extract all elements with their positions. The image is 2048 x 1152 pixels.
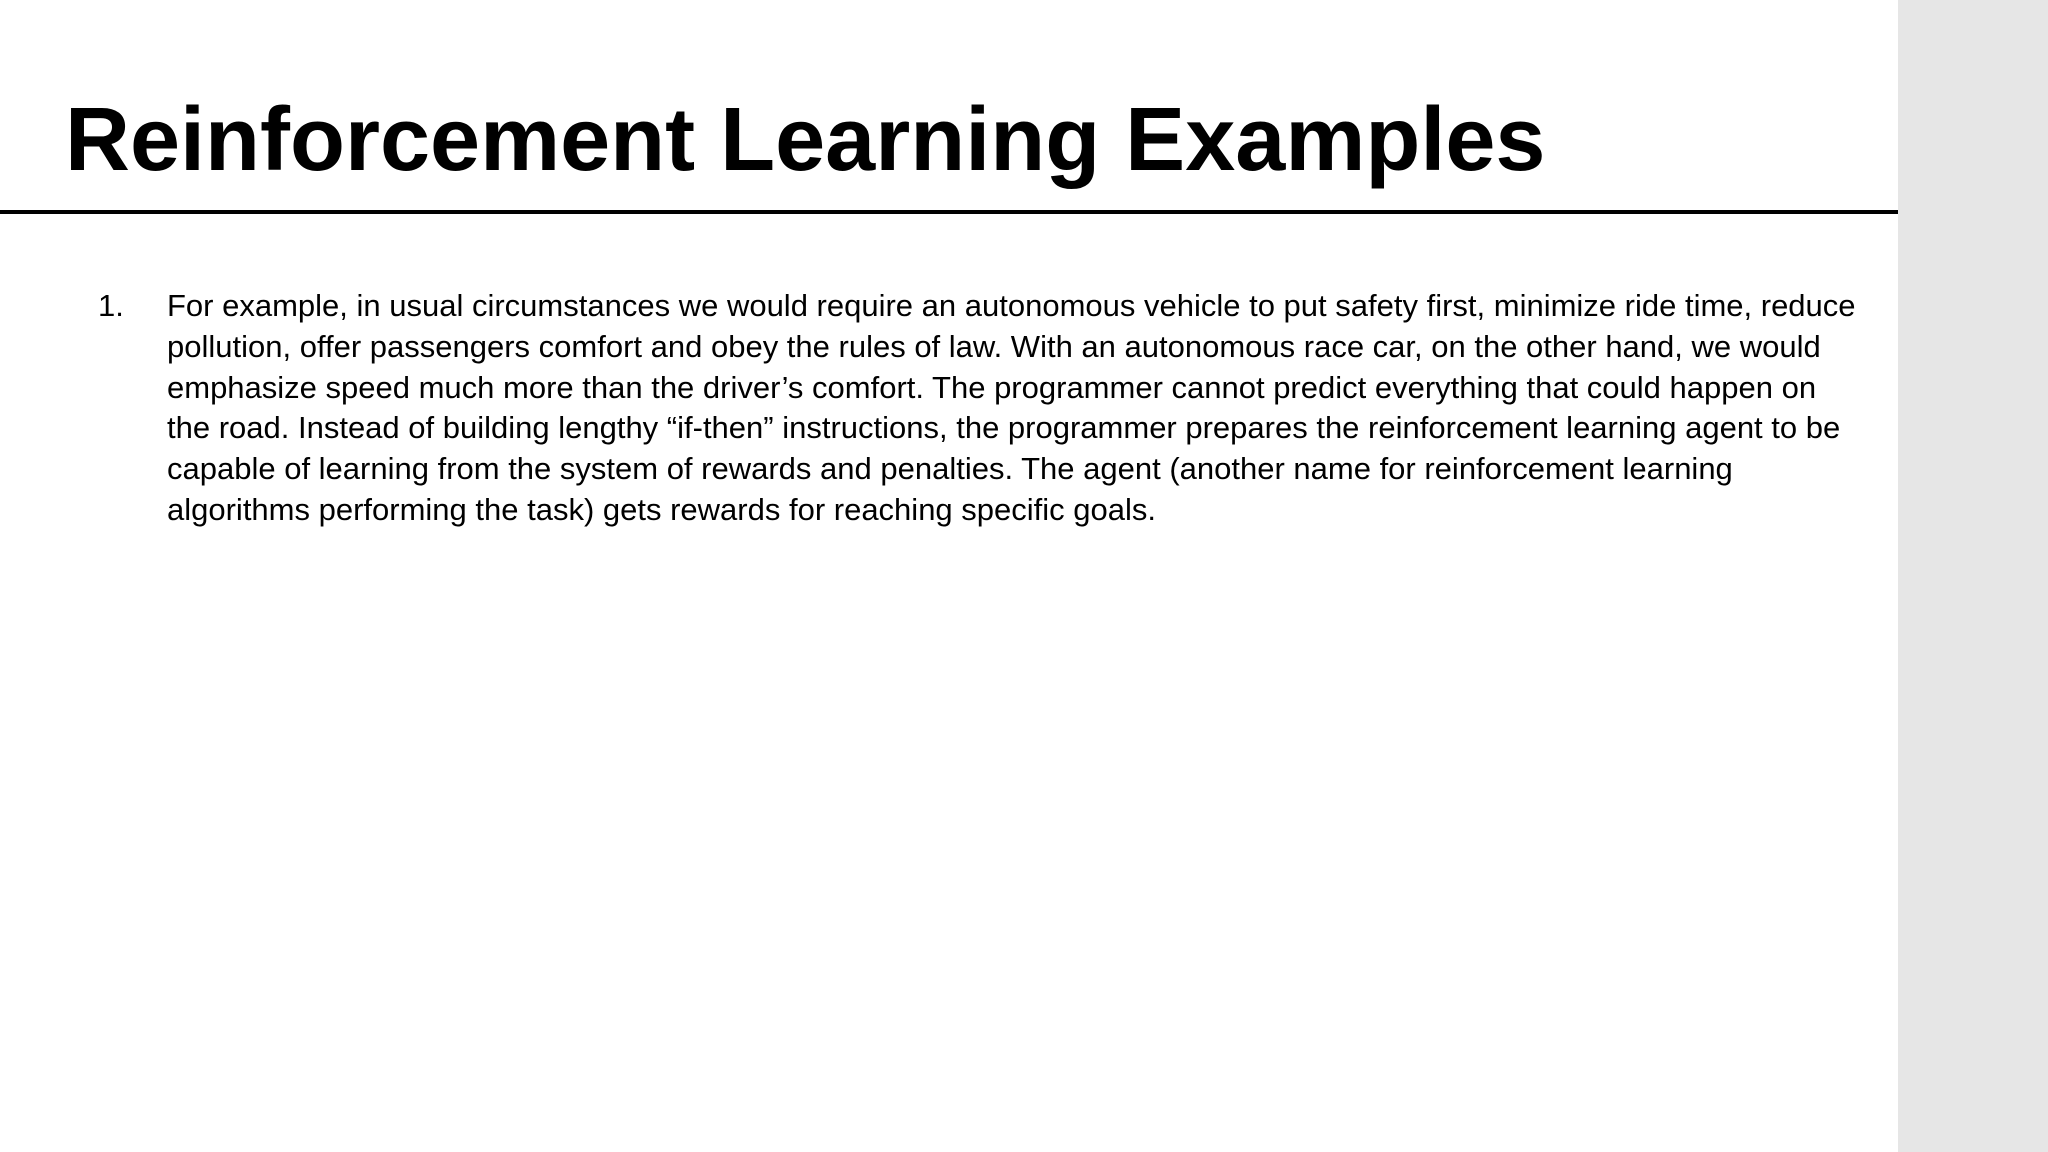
list-item — [98, 286, 1858, 531]
list-item-number: 1. — [98, 288, 124, 323]
slide-title: Reinforcement Learning Examples — [65, 90, 1546, 190]
title-divider — [0, 210, 2048, 214]
side-panel — [1898, 0, 2048, 1152]
numbered-list — [98, 286, 1858, 531]
list-item-text: For example, in usual circumstances we would require an autonomous vehicle to put safety first, minimize ride time, reduce pollution, offer passengers comfort and obey the rules of law. With an autonomous race car, on the other hand, we would emphasize speed much more than the driver’s comfort. The programmer cannot predict everything that could happen on the road. Instead of building lengthy “if-then” instructions, the programmer prepares the reinforcement learning agent to be capable of learning from the system of rewards and penalties. The agent (another name for reinforcement learning algorithms performing the task) gets rewards for reaching specific goals. — [167, 288, 1856, 527]
